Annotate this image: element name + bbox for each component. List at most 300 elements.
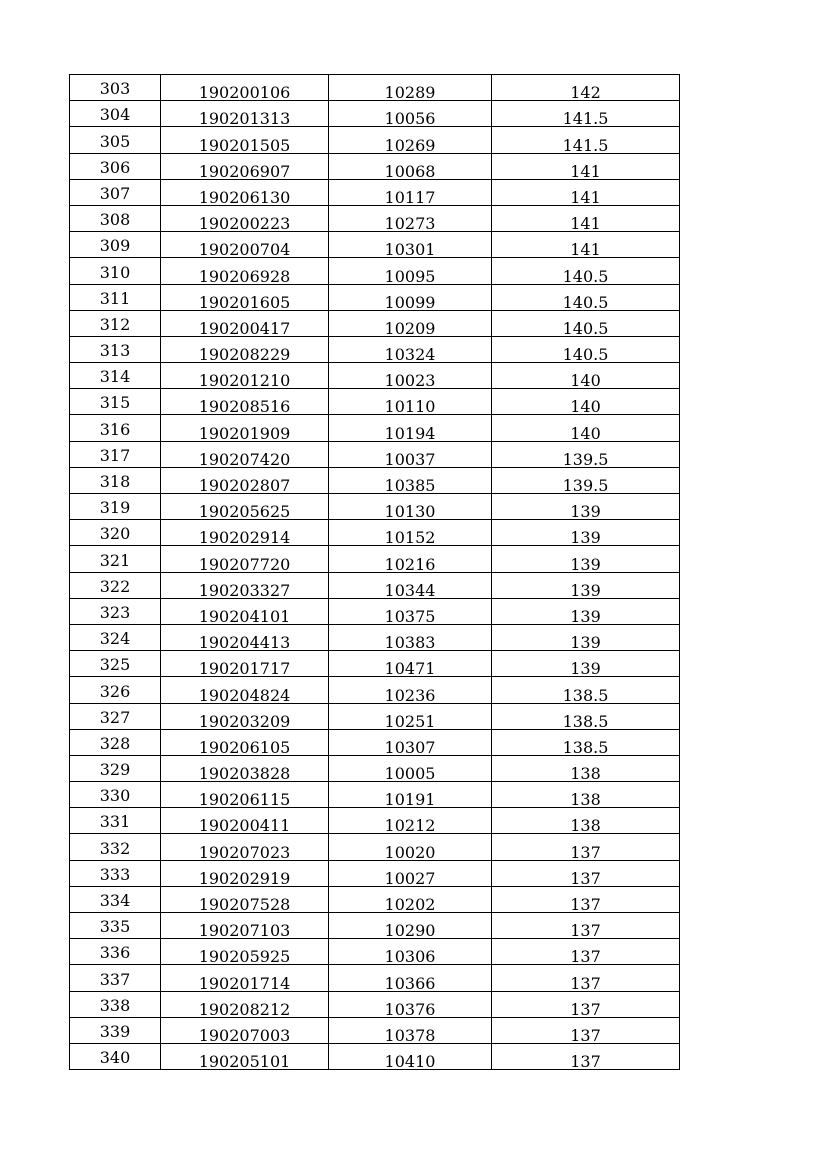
id-number-cell <box>161 703 329 729</box>
rank-cell-text: 318 <box>99 472 131 491</box>
score-cell <box>492 153 680 179</box>
id-number-cell <box>161 494 329 520</box>
rank-cell <box>70 336 161 362</box>
score-cell-text: 139 <box>570 633 601 653</box>
rank-cell-text: 332 <box>99 838 131 858</box>
rank-cell <box>70 284 161 310</box>
table-row <box>70 991 680 1017</box>
score-cell-text: 137 <box>570 842 601 862</box>
score-cell <box>492 258 680 284</box>
rank-cell <box>70 546 161 572</box>
table-row <box>70 913 680 939</box>
score-cell-text: 141.5 <box>562 109 609 129</box>
id-number-cell <box>161 677 329 703</box>
score-cell-text: 139.5 <box>562 476 609 495</box>
score-table-body <box>70 75 680 1070</box>
exam-number-cell <box>329 232 492 258</box>
id-number-cell <box>161 467 329 493</box>
table-row <box>70 834 680 860</box>
id-number-cell <box>161 546 329 572</box>
id-number-cell-text: 190200704 <box>198 240 291 260</box>
rank-cell-text: 305 <box>99 131 131 151</box>
score-cell-text: 141.5 <box>562 135 609 155</box>
exam-number-cell <box>329 127 492 153</box>
score-cell <box>492 808 680 834</box>
score-cell <box>492 965 680 991</box>
exam-number-cell-text: 10273 <box>384 214 436 234</box>
id-number-cell-text: 190207720 <box>198 554 291 574</box>
id-number-cell <box>161 415 329 441</box>
id-number-cell <box>161 75 329 101</box>
score-cell-text: 137 <box>570 973 601 993</box>
id-number-cell <box>161 336 329 365</box>
rank-cell <box>70 651 161 677</box>
id-number-cell <box>161 441 329 467</box>
score-cell-text: 138.5 <box>562 685 609 705</box>
rank-cell <box>70 101 161 127</box>
score-cell <box>492 939 680 965</box>
rank-cell <box>70 75 161 101</box>
rank-cell-text: 313 <box>99 341 131 361</box>
score-cell-text: 141 <box>570 240 601 260</box>
id-number-cell-text: 190208229 <box>198 345 291 365</box>
rank-cell-text: 325 <box>99 655 131 675</box>
id-number-cell-text: 190208516 <box>198 397 291 417</box>
exam-number-cell-text: 10307 <box>384 737 436 757</box>
id-number-cell <box>161 913 329 939</box>
score-cell <box>492 101 680 127</box>
id-number-cell <box>161 991 329 1017</box>
rank-cell <box>70 258 161 284</box>
rank-cell <box>70 572 161 598</box>
exam-number-cell <box>329 310 492 336</box>
rank-cell <box>70 913 161 939</box>
table-row <box>70 232 680 258</box>
rank-cell-text: 314 <box>99 367 131 387</box>
score-cell-text: 139 <box>570 502 601 522</box>
rank-cell <box>70 991 161 1017</box>
table-row <box>70 677 680 703</box>
table-row <box>70 284 680 310</box>
rank-cell <box>70 939 161 965</box>
exam-number-cell <box>329 991 492 1017</box>
score-cell <box>492 1017 680 1043</box>
id-number-cell-text: 190207528 <box>198 895 291 914</box>
rank-cell <box>70 860 161 886</box>
score-cell <box>492 363 680 389</box>
exam-number-cell-text: 10068 <box>384 161 436 181</box>
table-row <box>70 1043 680 1069</box>
exam-number-cell <box>329 520 492 546</box>
score-cell <box>492 415 680 441</box>
exam-number-cell-text: 10376 <box>384 999 436 1019</box>
exam-number-cell <box>329 284 492 310</box>
id-number-cell-text: 190201714 <box>198 973 291 993</box>
id-number-cell-text: 190200417 <box>198 318 291 338</box>
exam-number-cell-text: 10095 <box>384 266 436 286</box>
rank-cell-text: 328 <box>99 733 131 753</box>
rank-cell-text: 311 <box>99 288 131 308</box>
exam-number-cell-text: 10383 <box>384 633 436 653</box>
rank-cell-text: 322 <box>99 576 131 596</box>
id-number-cell <box>161 939 329 965</box>
id-number-cell <box>161 965 329 991</box>
exam-number-cell-text: 10152 <box>384 528 436 548</box>
id-number-cell <box>161 389 329 415</box>
exam-number-cell-text: 10020 <box>384 842 436 862</box>
exam-number-cell <box>329 834 492 860</box>
table-row <box>70 205 680 231</box>
table-row <box>70 75 680 101</box>
rank-cell <box>70 494 161 520</box>
table-row <box>70 598 680 624</box>
id-number-cell-text: 190207023 <box>198 842 291 862</box>
exam-number-cell <box>329 389 492 415</box>
score-cell-text: 138 <box>570 790 601 810</box>
score-cell <box>492 834 680 860</box>
id-number-cell <box>161 258 329 284</box>
exam-number-cell <box>329 153 492 179</box>
id-number-cell <box>161 232 329 258</box>
rank-cell-text: 308 <box>99 210 131 230</box>
exam-number-cell-text: 10130 <box>384 502 436 522</box>
rank-cell-text: 304 <box>99 105 131 125</box>
table-row <box>70 624 680 650</box>
exam-number-cell <box>329 441 492 467</box>
rank-cell <box>70 624 161 650</box>
exam-number-cell-text: 10110 <box>384 397 436 417</box>
id-number-cell-text: 190207003 <box>198 1025 291 1045</box>
score-cell <box>492 572 680 598</box>
rank-cell-text: 330 <box>99 786 131 806</box>
score-cell <box>492 232 680 258</box>
score-cell <box>492 205 680 234</box>
table-row <box>70 363 680 389</box>
exam-number-cell <box>329 467 492 493</box>
id-number-cell-text: 190203327 <box>198 580 291 600</box>
table-row <box>70 703 680 729</box>
rank-cell <box>70 677 161 703</box>
score-cell <box>492 179 680 205</box>
rank-cell <box>70 153 161 179</box>
id-number-cell-text: 190201909 <box>198 423 291 443</box>
rank-cell-text: 338 <box>99 995 131 1015</box>
exam-number-cell-text: 10306 <box>384 947 436 967</box>
rank-cell-text: 323 <box>99 602 131 622</box>
score-cell <box>492 703 680 729</box>
id-number-cell-text: 190200223 <box>198 214 291 234</box>
exam-number-cell <box>329 75 492 101</box>
table-row <box>70 572 680 598</box>
score-cell-text: 140.5 <box>562 345 609 365</box>
rank-cell-text: 340 <box>99 1048 131 1068</box>
id-number-cell <box>161 127 329 153</box>
exam-number-cell-text: 10037 <box>384 449 436 469</box>
exam-number-cell-text: 10410 <box>384 1052 436 1072</box>
exam-number-cell <box>329 886 492 912</box>
id-number-cell-text: 190205101 <box>198 1052 291 1072</box>
score-cell <box>492 624 680 653</box>
table-row <box>70 939 680 965</box>
exam-number-cell-text: 10202 <box>384 895 436 914</box>
score-cell-text: 139 <box>570 528 601 548</box>
score-cell-text: 137 <box>570 1052 601 1072</box>
id-number-cell-text: 190200411 <box>198 816 291 836</box>
id-number-cell-text: 190206907 <box>198 161 291 181</box>
score-cell-text: 141 <box>570 161 601 181</box>
rank-cell <box>70 782 161 808</box>
rank-cell <box>70 834 161 860</box>
score-cell-text: 141 <box>570 214 601 234</box>
rank-cell-text: 327 <box>99 707 131 727</box>
score-cell-text: 141 <box>570 187 601 207</box>
exam-number-cell <box>329 1017 492 1043</box>
exam-number-cell <box>329 782 492 808</box>
id-number-cell <box>161 755 329 784</box>
rank-cell-text: 316 <box>99 419 131 439</box>
exam-number-cell-text: 10378 <box>384 1025 436 1045</box>
exam-number-cell-text: 10027 <box>384 868 436 888</box>
score-cell <box>492 310 680 336</box>
rank-cell <box>70 520 161 546</box>
id-number-cell <box>161 808 329 834</box>
rank-cell-text: 303 <box>99 79 131 99</box>
id-number-cell-text: 190208212 <box>198 999 291 1019</box>
rank-cell <box>70 729 161 755</box>
exam-number-cell <box>329 336 492 365</box>
exam-number-cell-text: 10117 <box>384 187 436 207</box>
id-number-cell-text: 190203828 <box>198 764 291 784</box>
id-number-cell <box>161 624 329 653</box>
exam-number-cell-text: 10191 <box>384 790 436 810</box>
exam-number-cell-text: 10023 <box>384 371 436 391</box>
score-cell <box>492 598 680 624</box>
score-cell-text: 140.5 <box>562 266 609 286</box>
table-row <box>70 153 680 179</box>
rank-cell <box>70 808 161 834</box>
score-cell <box>492 1043 680 1072</box>
id-number-cell-text: 190201505 <box>198 135 291 155</box>
score-cell-text: 140.5 <box>562 318 609 338</box>
rank-cell-text: 329 <box>99 760 131 780</box>
score-cell-text: 139 <box>570 554 601 574</box>
score-cell <box>492 520 680 546</box>
score-cell <box>492 860 680 886</box>
exam-number-cell-text: 10375 <box>384 606 436 626</box>
exam-number-cell-text: 10212 <box>384 816 436 836</box>
exam-number-cell-text: 10385 <box>384 476 436 495</box>
score-cell <box>492 782 680 808</box>
id-number-cell <box>161 1043 329 1072</box>
score-cell <box>492 886 680 912</box>
exam-number-cell <box>329 651 492 677</box>
exam-number-cell <box>329 808 492 834</box>
id-number-cell <box>161 572 329 598</box>
rank-cell <box>70 965 161 991</box>
table-row <box>70 1017 680 1043</box>
table-row <box>70 808 680 834</box>
id-number-cell-text: 190205625 <box>198 502 291 522</box>
exam-number-cell-text: 10366 <box>384 973 436 993</box>
rank-cell <box>70 363 161 389</box>
rank-cell-text: 319 <box>99 498 131 518</box>
exam-number-cell <box>329 101 492 127</box>
id-number-cell-text: 190203209 <box>198 711 291 731</box>
rank-cell-text: 310 <box>99 262 131 282</box>
id-number-cell <box>161 886 329 912</box>
rank-cell-text: 309 <box>99 236 131 256</box>
id-number-cell-text: 190202807 <box>198 476 291 495</box>
rank-cell-text: 326 <box>99 681 131 701</box>
score-cell <box>492 389 680 415</box>
score-cell-text: 137 <box>570 1025 601 1045</box>
exam-number-cell <box>329 1043 492 1072</box>
score-cell <box>492 494 680 520</box>
table-row <box>70 494 680 520</box>
rank-cell <box>70 127 161 153</box>
rank-cell <box>70 703 161 729</box>
id-number-cell-text: 190204413 <box>198 633 291 653</box>
score-cell-text: 137 <box>570 868 601 888</box>
id-number-cell-text: 190200106 <box>198 83 291 103</box>
score-cell-text: 137 <box>570 947 601 967</box>
id-number-cell <box>161 284 329 310</box>
exam-number-cell-text: 10209 <box>384 318 436 338</box>
exam-number-cell <box>329 179 492 205</box>
id-number-cell <box>161 834 329 860</box>
score-cell <box>492 755 680 784</box>
id-number-cell-text: 190201717 <box>198 659 291 679</box>
table-row <box>70 886 680 912</box>
exam-number-cell <box>329 258 492 284</box>
id-number-cell-text: 190205925 <box>198 947 291 967</box>
id-number-cell <box>161 179 329 205</box>
id-number-cell <box>161 1017 329 1043</box>
rank-cell <box>70 1017 161 1043</box>
exam-number-cell-text: 10099 <box>384 292 436 312</box>
id-number-cell-text: 190201210 <box>198 371 291 391</box>
rank-cell-text: 317 <box>99 445 131 465</box>
table-row <box>70 310 680 336</box>
rank-cell-text: 320 <box>99 524 131 544</box>
id-number-cell-text: 190206115 <box>198 790 291 810</box>
table-row <box>70 755 680 781</box>
rank-cell <box>70 441 161 467</box>
rank-cell-text: 321 <box>99 550 131 570</box>
rank-cell-text: 339 <box>99 1021 131 1041</box>
id-number-cell <box>161 153 329 179</box>
table-row <box>70 415 680 441</box>
id-number-cell-text: 190201605 <box>198 292 291 312</box>
score-cell-text: 140 <box>570 371 601 391</box>
score-cell-text: 138 <box>570 764 601 784</box>
id-number-cell-text: 190207420 <box>198 449 291 469</box>
exam-number-cell-text: 10301 <box>384 240 436 260</box>
rank-cell-text: 333 <box>99 864 131 884</box>
id-number-cell-text: 190206928 <box>198 266 291 286</box>
table-row <box>70 467 680 493</box>
table-row <box>70 127 680 153</box>
score-cell <box>492 75 680 101</box>
score-cell-text: 139.5 <box>562 449 609 469</box>
rank-cell-text: 331 <box>99 812 131 832</box>
score-cell-text: 140 <box>570 423 601 443</box>
rank-cell-text: 306 <box>99 157 131 177</box>
id-number-cell-text: 190201313 <box>198 109 291 129</box>
id-number-cell <box>161 651 329 677</box>
score-cell-text: 137 <box>570 895 601 914</box>
rank-cell-text: 312 <box>99 314 131 334</box>
exam-number-cell-text: 10251 <box>384 711 436 731</box>
exam-number-cell <box>329 755 492 784</box>
score-cell-text: 139 <box>570 580 601 600</box>
exam-number-cell <box>329 703 492 729</box>
exam-number-cell <box>329 729 492 755</box>
id-number-cell <box>161 101 329 127</box>
exam-number-cell <box>329 205 492 234</box>
score-cell <box>492 991 680 1017</box>
exam-number-cell <box>329 598 492 624</box>
id-number-cell-text: 190206130 <box>198 187 291 207</box>
id-number-cell-text: 190204824 <box>198 685 291 705</box>
score-cell <box>492 127 680 153</box>
score-cell-text: 140 <box>570 397 601 417</box>
score-cell <box>492 651 680 677</box>
id-number-cell <box>161 205 329 234</box>
score-cell-text: 138.5 <box>562 737 609 757</box>
rank-cell <box>70 755 161 781</box>
exam-number-cell-text: 10290 <box>384 921 436 941</box>
id-number-cell-text: 190202914 <box>198 528 291 548</box>
id-number-cell <box>161 729 329 755</box>
id-number-cell-text: 190202919 <box>198 868 291 888</box>
exam-number-cell-text: 10005 <box>384 764 436 784</box>
score-cell <box>492 913 680 939</box>
table-row <box>70 782 680 808</box>
rank-cell <box>70 1043 161 1069</box>
rank-cell <box>70 415 161 441</box>
score-cell-text: 142 <box>570 83 601 103</box>
exam-number-cell <box>329 677 492 703</box>
rank-cell-text: 336 <box>99 943 131 963</box>
exam-number-cell-text: 10324 <box>384 345 436 365</box>
score-cell <box>492 729 680 755</box>
score-table <box>69 74 680 1070</box>
exam-number-cell-text: 10289 <box>384 83 436 103</box>
score-cell-text: 137 <box>570 921 601 941</box>
rank-cell <box>70 886 161 912</box>
table-row <box>70 860 680 886</box>
score-cell-text: 139 <box>570 659 601 679</box>
id-number-cell <box>161 860 329 886</box>
table-row <box>70 258 680 284</box>
table-row <box>70 520 680 546</box>
id-number-cell-text: 190206105 <box>198 737 291 757</box>
id-number-cell <box>161 310 329 336</box>
rank-cell-text: 324 <box>99 629 131 649</box>
table-row <box>70 389 680 415</box>
rank-cell <box>70 179 161 205</box>
id-number-cell <box>161 520 329 546</box>
exam-number-cell <box>329 913 492 939</box>
exam-number-cell-text: 10344 <box>384 580 436 600</box>
rank-cell-text: 334 <box>99 891 131 910</box>
score-cell <box>492 441 680 467</box>
rank-cell-text: 315 <box>99 393 131 413</box>
exam-number-cell <box>329 939 492 965</box>
exam-number-cell <box>329 363 492 389</box>
table-row <box>70 546 680 572</box>
